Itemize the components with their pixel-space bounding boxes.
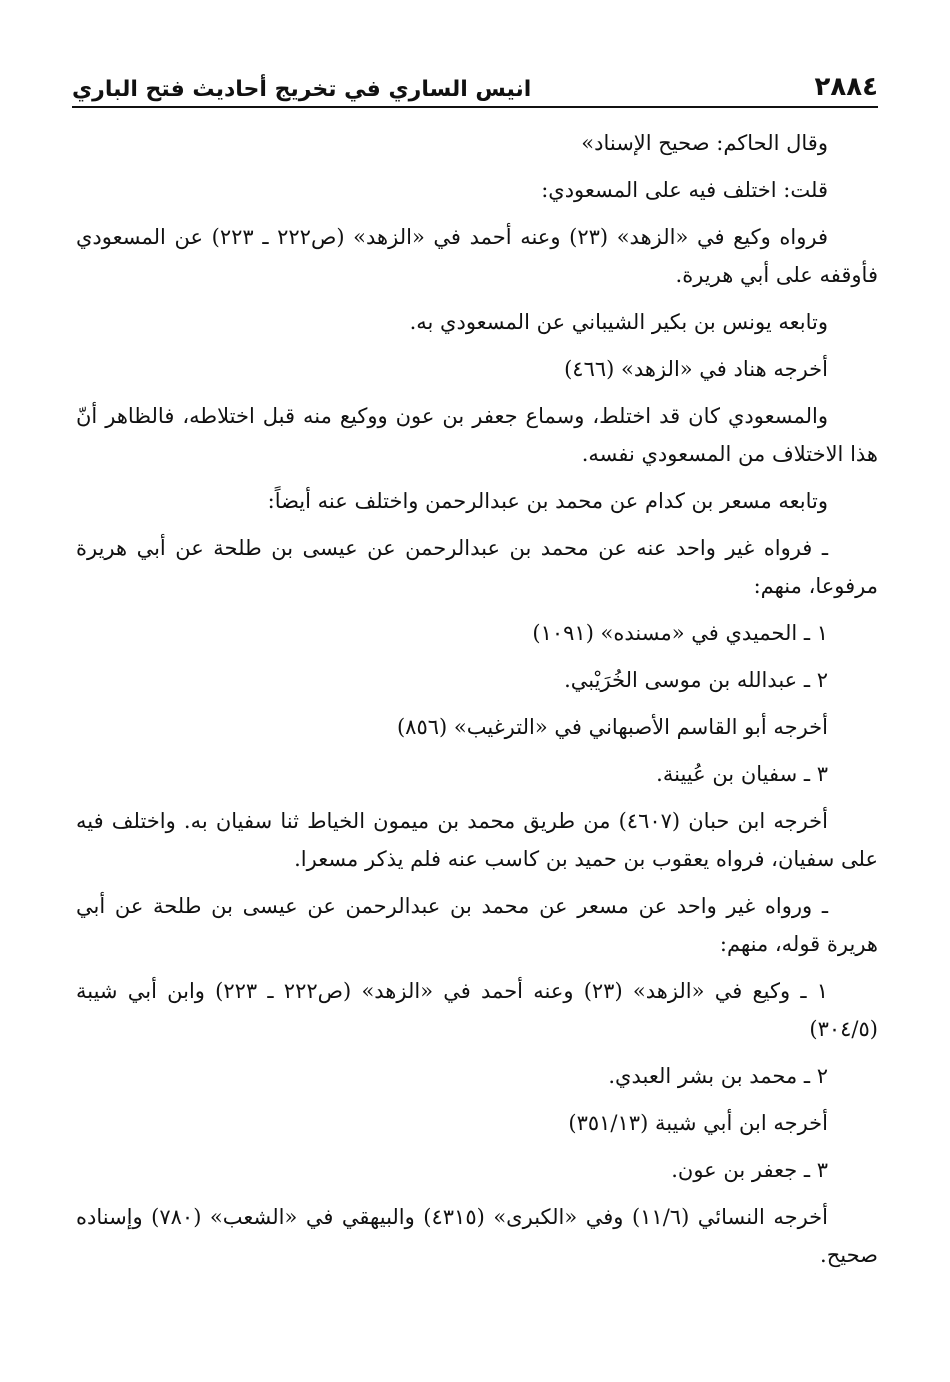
- paragraph: ـ فرواه غير واحد عنه عن محمد بن عبدالرحمن عن عيسى بن طلحة عن أبي هريرة مرفوعا، منهم:: [76, 536, 878, 598]
- paragraph: أخرجه ابن حبان (٤٦٠٧) من طريق محمد بن ميمون الخياط ثنا سفيان به. واختلف فيه على سفيان، فرواه يعقوب بن حميد بن كاسب عنه فلم يذكر مسعرا.: [76, 809, 878, 871]
- list-item: ٢ ـ عبدالله بن موسى الخُرَيْبي.: [564, 668, 828, 692]
- body-text: [76, 124, 878, 1283]
- list-item: ٣ ـ جعفر بن عون.: [671, 1158, 828, 1182]
- paragraph: قلت: اختلف فيه على المسعودي:: [541, 178, 828, 202]
- paragraph: أخرجه ابن أبي شيبة (٣٥١/١٣): [568, 1111, 828, 1135]
- paragraph: أخرجه هناد في «الزهد» (٤٦٦): [564, 357, 828, 381]
- paragraph: ـ ورواه غير واحد عن مسعر عن محمد بن عبدالرحمن عن عيسى بن طلحة عن أبي هريرة قوله، منهم:: [76, 894, 878, 956]
- list-item: ٣ ـ سفيان بن عُيينة.: [656, 762, 828, 786]
- paragraph: أخرجه النسائي (١١/٦) وفي «الكبرى» (٤٣١٥) والبيهقي في «الشعب» (٧٨٠) وإسناده صحيح.: [76, 1205, 878, 1267]
- list-item: ١ ـ وكيع في «الزهد» (٢٣) وعنه أحمد في «الزهد» (ص٢٢٢ ـ ٢٢٣) وابن أبي شيبة (٣٠٤/٥): [76, 979, 878, 1041]
- book-title: انيس الساري في تخريج أحاديث فتح الباري: [72, 77, 532, 102]
- paragraph: أخرجه أبو القاسم الأصبهاني في «الترغيب» (٨٥٦): [396, 715, 828, 739]
- list-item: ١ ـ الحميدي في «مسنده» (١٠٩١): [532, 621, 828, 645]
- paragraph: وقال الحاكم: صحيح الإسناد»: [581, 131, 828, 155]
- paragraph: فرواه وكيع في «الزهد» (٢٣) وعنه أحمد في «الزهد» (ص٢٢٢ ـ ٢٢٣) عن المسعودي فأوقفه على أبي هريرة.: [76, 225, 878, 287]
- page-number: ٢٨٨٤: [814, 72, 878, 102]
- paragraph: وتابعه مسعر بن كدام عن محمد بن عبدالرحمن واختلف عنه أيضاً:: [267, 489, 828, 513]
- paragraph: وتابعه يونس بن بكير الشيباني عن المسعودي به.: [409, 310, 828, 334]
- paragraph: والمسعودي كان قد اختلط، وسماع جعفر بن عون ووكيع منه قبل اختلاطه، فالظاهر أنّ هذا الاختلاف من المسعودي نفسه.: [76, 404, 878, 466]
- list-item: ٢ ـ محمد بن بشر العبدي.: [608, 1064, 828, 1088]
- running-header: [72, 62, 878, 108]
